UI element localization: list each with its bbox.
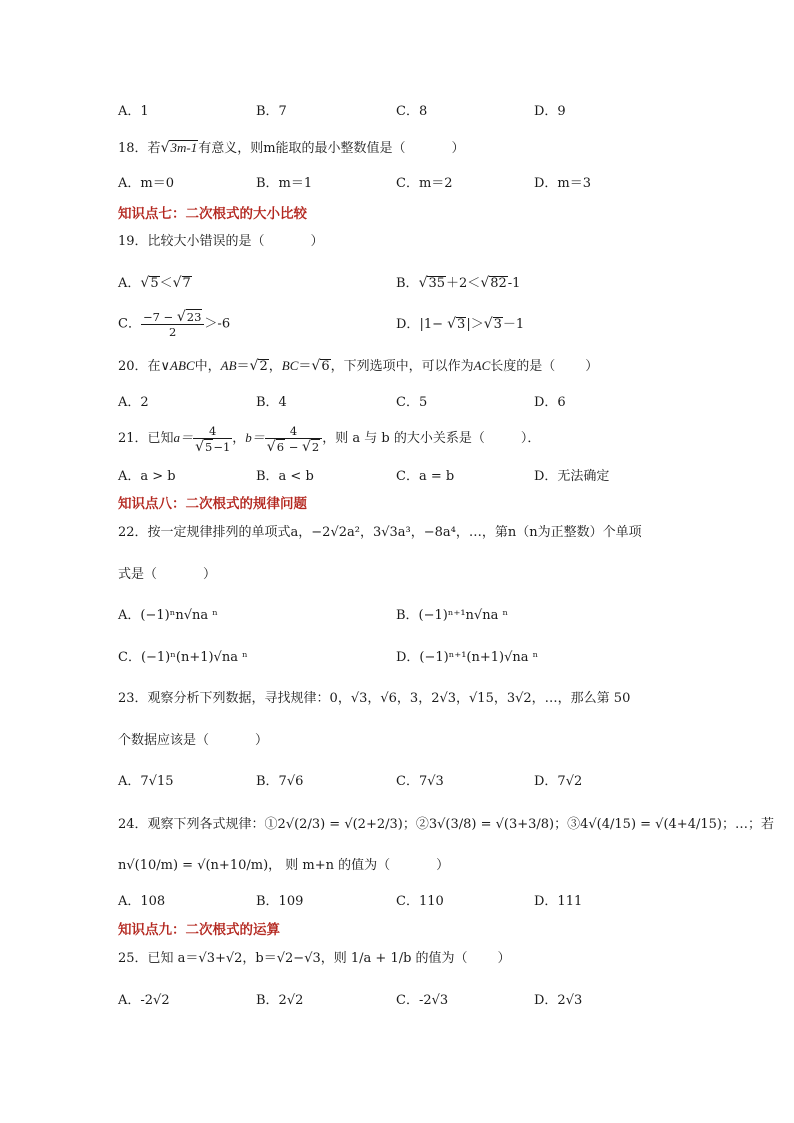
q23-close: ） bbox=[255, 733, 269, 748]
q25-option-d: D．2√3 bbox=[534, 993, 583, 1008]
q19-option-a bbox=[118, 274, 192, 293]
sqrt-icon: √ bbox=[176, 309, 186, 325]
sqrt-icon: √ bbox=[172, 275, 182, 291]
q22-line-1: 22．按一定规律排列的单项式a，−2√2a²，3√3a³，−8a⁴，…，第n（n为正整数）个单项 bbox=[118, 525, 642, 540]
q23-line-1: 23．观察分析下列数据，寻找规律：0，√3，√6，3，2√3，√15，3√2，…，那么第 50 bbox=[118, 691, 631, 706]
q22-option-a: A．(−1)ⁿn√na ⁿ bbox=[118, 608, 218, 623]
q24-option-c: C．110 bbox=[396, 894, 444, 909]
q21-a-fraction bbox=[193, 424, 232, 454]
q17-option-b: B．7 bbox=[256, 104, 287, 119]
q25-close: ） bbox=[497, 951, 511, 966]
q19-option-c bbox=[118, 309, 230, 340]
q18-suffix: 有意义，则m能取的最小整数值是（ bbox=[198, 141, 406, 156]
q22-line-2-text: 式是（ bbox=[118, 567, 158, 582]
q21-option-b: B．a < b bbox=[256, 469, 314, 484]
q21-b-num: 4 bbox=[265, 424, 322, 439]
sqrt-icon: √ bbox=[483, 316, 493, 332]
q21-stem bbox=[118, 420, 540, 457]
q24-option-d: D．111 bbox=[534, 894, 583, 909]
sqrt-icon: √ bbox=[302, 438, 311, 455]
q20-eq1: ＝ bbox=[236, 359, 250, 374]
q19-b-mid: ＋2＜ bbox=[446, 276, 481, 291]
q17-option-d: D．9 bbox=[534, 104, 566, 119]
q17-option-a: A．1 bbox=[118, 104, 149, 119]
sqrt-icon: √ bbox=[447, 316, 457, 332]
q23-option-c: C．7√3 bbox=[396, 774, 444, 789]
section-9-heading: 知识点九：二次根式的运算 bbox=[118, 922, 280, 938]
q21-b-den-rad1: 6 bbox=[276, 439, 285, 454]
sqrt-icon: √ bbox=[140, 275, 150, 291]
q23-option-b: B．7√6 bbox=[256, 774, 304, 789]
q22-option-c: C．(−1)ⁿ(n+1)√na ⁿ bbox=[118, 650, 248, 665]
q20-bc: BC bbox=[281, 358, 299, 373]
section-7-heading: 知识点七：二次根式的大小比较 bbox=[118, 206, 307, 222]
q21-tail: ，则 a 与 b 的大小关系是（ bbox=[322, 431, 485, 446]
q23-option-a: A．7√15 bbox=[118, 774, 174, 789]
q19-a-rad1: 5 bbox=[150, 276, 159, 291]
q20-rad1: 2 bbox=[259, 359, 268, 374]
q21-sep: ， bbox=[232, 431, 246, 446]
q17-option-c: C．8 bbox=[396, 104, 428, 119]
sqrt-icon: √ bbox=[160, 140, 170, 156]
q21-a-den-rad: 5 bbox=[204, 439, 213, 454]
q19-stem bbox=[118, 233, 324, 251]
q19-d-rad1: 3 bbox=[457, 317, 466, 332]
q22-option-b: B．(−1)ⁿ⁺¹n√na ⁿ bbox=[396, 608, 509, 623]
q23-option-d: D．7√2 bbox=[534, 774, 583, 789]
q19-text: 19．比较大小错误的是（ bbox=[118, 234, 265, 249]
q19-b-label: B． bbox=[396, 276, 419, 291]
q20-mid1: 中， bbox=[194, 359, 221, 374]
q19-b-tail: -1 bbox=[507, 276, 521, 291]
q20-pre: 20．在 bbox=[118, 359, 161, 374]
q19-a-op: ＜ bbox=[159, 276, 173, 291]
q23-line-2 bbox=[118, 732, 268, 750]
q20-eq2: ＝ bbox=[298, 359, 312, 374]
q25-option-b: B．2√2 bbox=[256, 993, 304, 1008]
q19-d-rad2: 3 bbox=[493, 317, 502, 332]
q19-c-fraction bbox=[141, 309, 204, 339]
section-8-heading: 知识点八：二次根式的规律问题 bbox=[118, 496, 307, 512]
q25-option-c: C．-2√3 bbox=[396, 993, 449, 1008]
q24-option-b: B．109 bbox=[256, 894, 304, 909]
q18-option-b: B．m＝1 bbox=[256, 176, 313, 191]
q25-text: 25．已知 a＝√3+√2，b＝√2−√3，则 1/a + 1/b 的值为（ bbox=[118, 951, 468, 966]
q18-number: 18． bbox=[118, 141, 148, 156]
q20-stem bbox=[118, 357, 598, 376]
q21-close: ）． bbox=[520, 431, 541, 446]
q24-option-a: A．108 bbox=[118, 894, 166, 909]
q21-pre: 21．已知 bbox=[118, 431, 174, 446]
q21-option-a: A．a > b bbox=[118, 469, 176, 484]
q19-c-label: C． bbox=[118, 316, 141, 332]
q19-option-b bbox=[396, 274, 520, 293]
q21-a-den-tail: −1 bbox=[213, 439, 231, 454]
q20-ac: AC bbox=[473, 358, 491, 373]
q21-option-d: D．无法确定 bbox=[534, 469, 610, 484]
q19-d-tail: －1 bbox=[502, 317, 525, 332]
q18-option-d: D．m＝3 bbox=[534, 176, 592, 191]
q20-option-c: C．5 bbox=[396, 395, 428, 410]
q19-c-num-pre: −7 − bbox=[142, 310, 177, 324]
q19-d-mid: |＞ bbox=[466, 317, 484, 332]
q21-a-lhs: a＝ bbox=[173, 430, 194, 445]
q18-radicand: 3m-1 bbox=[170, 140, 198, 155]
q19-a-rad2: 7 bbox=[182, 276, 191, 291]
q18-prefix: 若 bbox=[147, 141, 161, 156]
q21-option-c: C．a = b bbox=[396, 469, 455, 484]
q21-b-den-rad2: 2 bbox=[311, 439, 320, 454]
q19-close: ） bbox=[310, 234, 324, 249]
q22-line-2 bbox=[118, 566, 216, 584]
q24-line-2 bbox=[118, 857, 449, 875]
q20-sep: ， bbox=[268, 359, 282, 374]
q20-close: ） bbox=[585, 359, 599, 374]
q19-d-pre: |1− bbox=[419, 317, 448, 332]
q19-option-d bbox=[396, 315, 524, 334]
q20-mid2: ，下列选项中，可以作为 bbox=[330, 359, 474, 374]
q20-option-b: B．4 bbox=[256, 395, 287, 410]
q21-b-lhs: b＝ bbox=[245, 430, 265, 445]
q23-line-2-text: 个数据应该是（ bbox=[118, 733, 210, 748]
q18-stem bbox=[118, 139, 465, 158]
sqrt-icon: √ bbox=[311, 358, 321, 374]
q20-ab: AB bbox=[220, 358, 237, 373]
q21-b-den-mid: − bbox=[285, 439, 302, 454]
q19-d-label: D． bbox=[396, 317, 420, 332]
q18-option-a: A．m＝0 bbox=[118, 176, 174, 191]
q21-b-fraction bbox=[265, 424, 322, 454]
q19-a-label: A． bbox=[118, 276, 141, 291]
q25-stem bbox=[118, 950, 511, 968]
q18-close: ） bbox=[451, 141, 465, 156]
q21-a-num: 4 bbox=[193, 424, 232, 439]
sqrt-icon: √ bbox=[266, 438, 276, 455]
q19-b-rad2: 82 bbox=[490, 276, 507, 291]
q20-tail: 长度的是（ bbox=[490, 359, 556, 374]
q18-option-c: C．m＝2 bbox=[396, 176, 453, 191]
q22-close: ） bbox=[203, 567, 217, 582]
q19-c-num-rad: 23 bbox=[186, 310, 202, 324]
sqrt-icon: √ bbox=[480, 275, 490, 291]
q24-line-1: 24．观察下列各式规律：①2√(2/3) = √(2+2/3)；②3√(3/8) = √(3+3/8)；③4√(4/15) = √(4+4/15)；…；若 bbox=[118, 817, 774, 832]
sqrt-icon: √ bbox=[195, 438, 204, 455]
q20-option-d: D．6 bbox=[534, 395, 566, 410]
q25-option-a: A．-2√2 bbox=[118, 993, 170, 1008]
sqrt-icon: √ bbox=[418, 275, 428, 291]
q22-option-d: D．(−1)ⁿ⁺¹(n+1)√na ⁿ bbox=[396, 650, 539, 665]
q19-c-den: 2 bbox=[169, 325, 177, 339]
q19-b-rad1: 35 bbox=[428, 276, 446, 291]
q20-triangle: ∨ABC bbox=[160, 358, 195, 373]
q24-line-2-text: n√(10/m) = √(n+10/m)， 则 m+n 的值为（ bbox=[118, 858, 391, 873]
q24-close: ） bbox=[436, 858, 450, 873]
q20-option-a: A．2 bbox=[118, 395, 149, 410]
q20-rad2: 6 bbox=[321, 359, 330, 374]
sqrt-icon: √ bbox=[249, 358, 259, 374]
q19-c-tail: ＞-6 bbox=[204, 316, 231, 332]
